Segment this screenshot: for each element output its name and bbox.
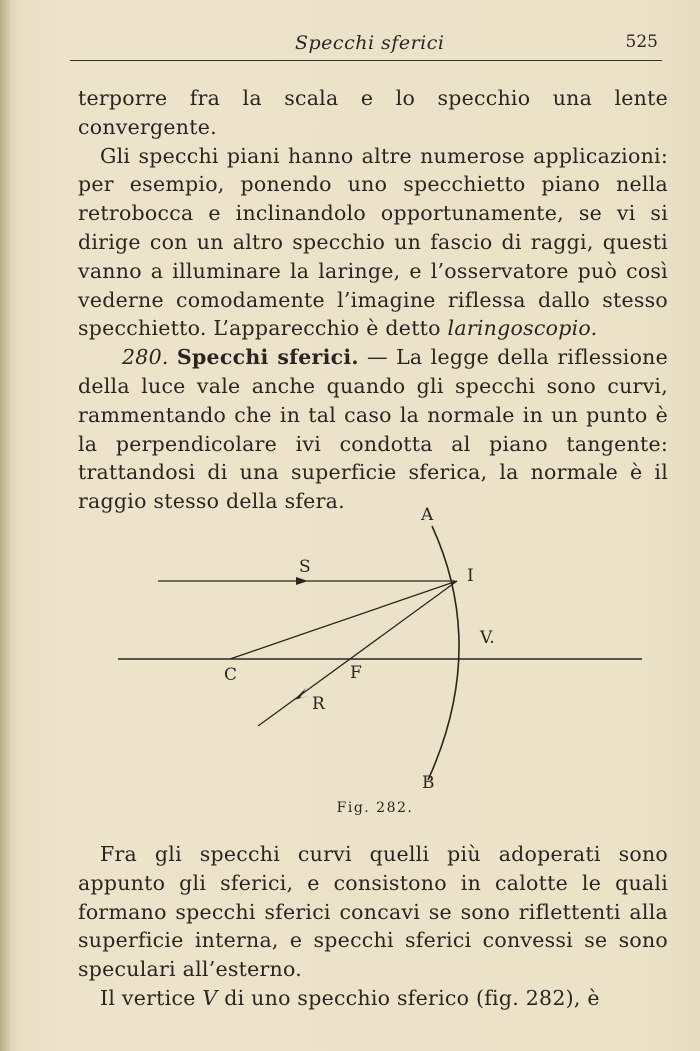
reflected-ray-arrow: [294, 688, 308, 700]
label-C: C: [224, 665, 238, 685]
text-block-top: [78, 84, 668, 516]
figure-282-diagram: [110, 498, 670, 798]
paragraph-text: Gli specchi piani hanno altre numerose applicazioni: per esempio, ponendo uno specchietto piano nella retrobocca e inclinandolo opportunamente, se vi si dirige con un altro specchio un fascio di raggi, questi vanno a illuminare la laringe, e l’osservatore può così vederne comodamente l’imagine riflessa dallo stesso specchietto. L’apparecchio è detto: [78, 143, 668, 341]
label-F: F: [350, 663, 362, 683]
running-head: [70, 30, 662, 61]
label-B: B: [422, 773, 435, 793]
section-number: 280.: [122, 345, 169, 370]
incident-ray-arrow: [296, 577, 308, 585]
reflected-ray: [258, 581, 457, 726]
page-number: 525: [625, 32, 658, 52]
section-title: Specchi sferici.: [176, 345, 359, 370]
paragraph-laringoscopio: [78, 142, 668, 344]
vertex-symbol: V: [202, 985, 218, 1010]
label-V: V.: [480, 628, 495, 648]
term-laringoscopio: laringoscopio.: [447, 316, 598, 341]
paragraph-curved-mirrors: Fra gli specchi curvi quelli più adoperati sono appunto gli sferici, e consistono in calotte le quali formano specchi sferici concavi se sono riflettenti alla superficie interna, e specchi sferici convessi se sono speculari all’esterno.: [78, 842, 668, 982]
vertex-text-start: Il vertice: [100, 985, 196, 1010]
section-280-paragraph: [78, 343, 668, 516]
label-S: S: [299, 557, 311, 577]
vertex-text-rest: di uno specchio sferico (fig. 282), è: [224, 985, 600, 1010]
label-I: I: [467, 566, 474, 586]
label-R: R: [312, 694, 325, 714]
normal-line: [230, 581, 457, 659]
figure-caption: Fig. 282.: [336, 800, 414, 816]
spherical-mirror-arc: [428, 526, 459, 780]
section-text: — La legge della riflessione della luce vale anche quando gli specchi sono curvi, rammentando che in tal caso la normale in un punto è la perpendicolare ivi condotta al piano tangente: trattandosi di una superficie sferica, la normale è il raggio stesso della sfera.: [78, 345, 668, 514]
text-block-bottom: [78, 840, 668, 1013]
paragraph-vertex: [78, 984, 668, 1013]
running-head-title: Specchi sferici: [295, 32, 445, 54]
page-binding-edge: [0, 0, 10, 1051]
label-A: A: [421, 505, 434, 525]
paragraph-continuation: terporre fra la scala e lo specchio una lente convergente.: [78, 86, 668, 139]
